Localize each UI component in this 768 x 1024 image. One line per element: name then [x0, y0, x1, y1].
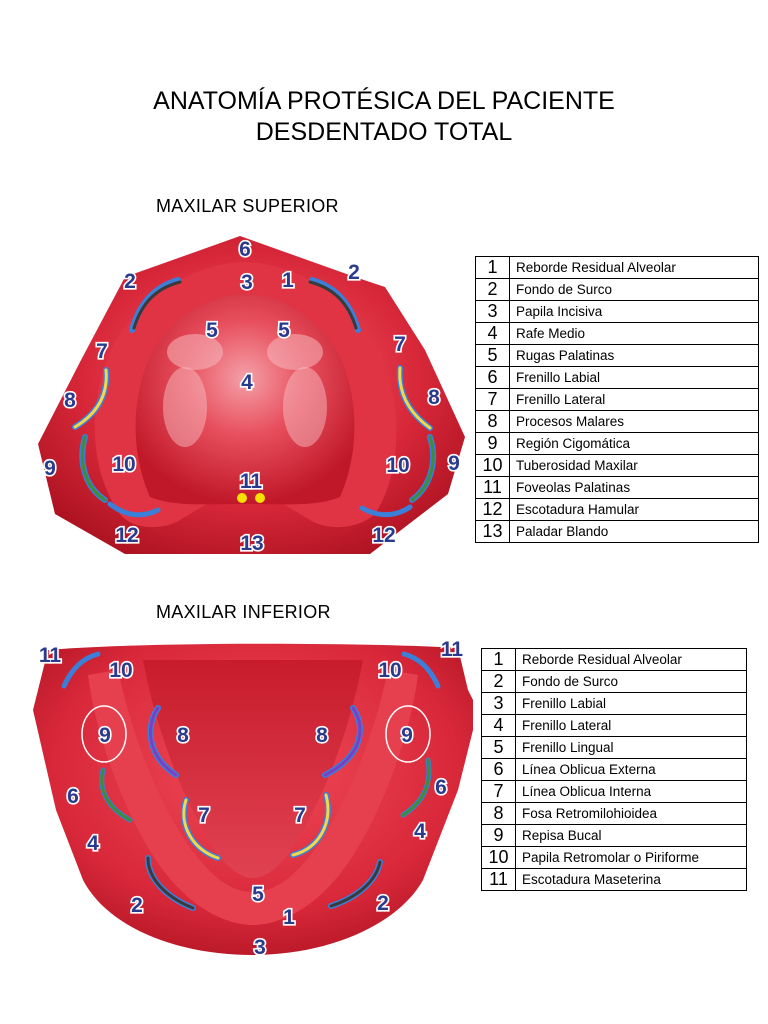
maxilar-superior-image [30, 232, 470, 562]
legend-row [476, 345, 759, 367]
legend-row [482, 737, 747, 759]
legend-label: Rafe Medio [510, 323, 759, 345]
legend-label: Rugas Palatinas [510, 345, 759, 367]
superior-marker-5-right: 5 [278, 319, 290, 342]
legend-label: Fondo de Surco [510, 279, 759, 301]
superior-marker-8-right: 8 [428, 386, 440, 409]
superior-marker-2-left: 2 [124, 270, 136, 293]
legend-number: 4 [482, 715, 516, 737]
legend-number: 1 [476, 257, 510, 279]
legend-row [482, 671, 747, 693]
superior-marker-4: 4 [241, 371, 253, 394]
legend-number: 9 [476, 433, 510, 455]
legend-label: Frenillo Labial [516, 693, 747, 715]
inferior-marker-5: 5 [252, 883, 264, 906]
legend-row [476, 367, 759, 389]
superior-marker-10-right: 10 [386, 454, 410, 477]
legend-label: Reborde Residual Alveolar [516, 649, 747, 671]
legend-row [482, 715, 747, 737]
legend-number: 5 [482, 737, 516, 759]
legend-label: Frenillo Lateral [516, 715, 747, 737]
inferior-marker-2-right: 2 [377, 892, 389, 915]
inferior-marker-1: 1 [283, 906, 295, 929]
superior-marker-5-left: 5 [206, 319, 218, 342]
title-line-1: ANATOMÍA PROTÉSICA DEL PACIENTE [153, 87, 615, 115]
legend-row [476, 477, 759, 499]
legend-label: Escotadura Maseterina [516, 869, 747, 891]
inferior-marker-11-left: 11 [38, 644, 62, 667]
inferior-marker-6-right: 6 [435, 776, 447, 799]
legend-number: 3 [476, 301, 510, 323]
section-title-inferior: MAXILAR INFERIOR [156, 602, 331, 622]
legend-label: Escotadura Hamular [510, 499, 759, 521]
legend-label: Fosa Retromilohioidea [516, 803, 747, 825]
superior-marker-8-left: 8 [64, 389, 76, 412]
title-line-2: DESDENTADO TOTAL [255, 118, 513, 146]
legend-number: 13 [476, 521, 510, 543]
legend-row [482, 803, 747, 825]
legend-number: 5 [476, 345, 510, 367]
legend-label: Procesos Malares [510, 411, 759, 433]
fovea-left [237, 493, 247, 503]
superior-marker-9-left: 9 [44, 457, 56, 480]
legend-label: Reborde Residual Alveolar [510, 257, 759, 279]
inferior-marker-7-right: 7 [294, 804, 306, 827]
legend-row [476, 301, 759, 323]
legend-label: Papila Incisiva [510, 301, 759, 323]
legend-number: 10 [476, 455, 510, 477]
legend-number: 11 [482, 869, 516, 891]
legend-number: 2 [482, 671, 516, 693]
legend-row [482, 781, 747, 803]
legend-row [476, 433, 759, 455]
superior-marker-2-right: 2 [348, 261, 360, 284]
superior-marker-13: 13 [240, 532, 264, 555]
legend-label: Línea Oblicua Interna [516, 781, 747, 803]
superior-marker-12-left: 12 [115, 524, 139, 547]
legend-number: 1 [482, 649, 516, 671]
legend-label: Frenillo Lateral [510, 389, 759, 411]
fovea-right [255, 493, 265, 503]
legend-number: 2 [476, 279, 510, 301]
legend-label: Foveolas Palatinas [510, 477, 759, 499]
legend-row [482, 693, 747, 715]
legend-number: 7 [476, 389, 510, 411]
legend-number: 9 [482, 825, 516, 847]
inferior-marker-4-left: 4 [87, 832, 99, 855]
legend-number: 10 [482, 847, 516, 869]
inferior-marker-11-right: 11 [440, 638, 464, 661]
inferior-marker-4-right: 4 [414, 820, 426, 843]
inferior-marker-2-left: 2 [131, 894, 143, 917]
legend-label: Región Cigomática [510, 433, 759, 455]
inferior-marker-7-left: 7 [198, 804, 210, 827]
superior-marker-9-right: 9 [448, 452, 460, 475]
legend-row [476, 257, 759, 279]
legend-inferior [481, 648, 747, 891]
inferior-marker-6-left: 6 [67, 785, 79, 808]
page-title [0, 86, 768, 148]
inferior-marker-10-left: 10 [109, 659, 133, 682]
legend-number: 8 [476, 411, 510, 433]
section-title-superior: MAXILAR SUPERIOR [156, 196, 339, 216]
legend-row [482, 759, 747, 781]
legend-number: 6 [476, 367, 510, 389]
legend-number: 6 [482, 759, 516, 781]
superior-marker-6: 6 [239, 238, 251, 261]
inferior-marker-10-right: 10 [378, 659, 402, 682]
legend-label: Papila Retromolar o Piriforme [516, 847, 747, 869]
legend-label: Frenillo Labial [510, 367, 759, 389]
legend-row [476, 279, 759, 301]
superior-marker-3: 3 [241, 271, 253, 294]
superior-marker-7-left: 7 [96, 340, 108, 363]
legend-label: Línea Oblicua Externa [516, 759, 747, 781]
legend-row [476, 389, 759, 411]
legend-row [482, 869, 747, 891]
legend-number: 11 [476, 477, 510, 499]
superior-marker-1: 1 [282, 269, 294, 292]
legend-number: 3 [482, 693, 516, 715]
legend-row [482, 649, 747, 671]
legend-superior [475, 256, 759, 543]
legend-label: Frenillo Lingual [516, 737, 747, 759]
legend-label: Tuberosidad Maxilar [510, 455, 759, 477]
legend-number: 8 [482, 803, 516, 825]
legend-row [476, 455, 759, 477]
legend-row [482, 825, 747, 847]
inferior-marker-8-right: 8 [316, 724, 328, 747]
superior-marker-7-right: 7 [394, 333, 406, 356]
legend-label: Repisa Bucal [516, 825, 747, 847]
inferior-marker-9-right: 9 [401, 724, 413, 747]
legend-number: 7 [482, 781, 516, 803]
inferior-marker-8-left: 8 [177, 724, 189, 747]
legend-row [476, 521, 759, 543]
legend-row [476, 499, 759, 521]
legend-label: Paladar Blando [510, 521, 759, 543]
legend-row [476, 323, 759, 345]
legend-row [482, 847, 747, 869]
superior-marker-10-left: 10 [112, 453, 136, 476]
legend-number: 4 [476, 323, 510, 345]
legend-label: Fondo de Surco [516, 671, 747, 693]
superior-marker-11: 11 [239, 470, 263, 493]
inferior-marker-3: 3 [254, 936, 266, 959]
maxilar-inferior-image [28, 630, 473, 960]
superior-marker-12-right: 12 [372, 524, 396, 547]
legend-number: 12 [476, 499, 510, 521]
legend-row [476, 411, 759, 433]
inferior-marker-9-left: 9 [99, 724, 111, 747]
